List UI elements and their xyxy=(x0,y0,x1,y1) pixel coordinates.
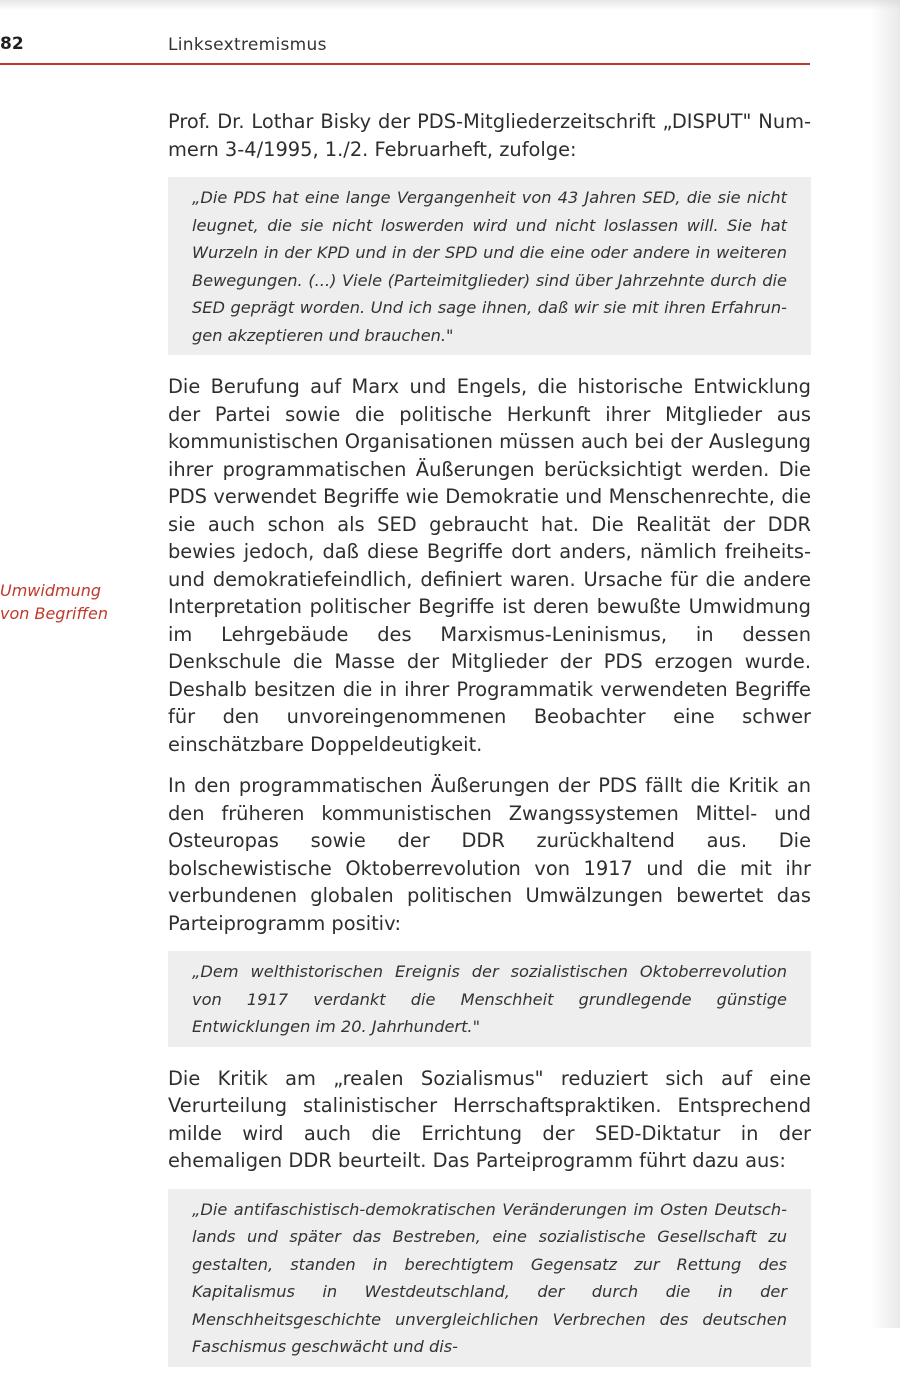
header-rule xyxy=(0,63,810,65)
block-quote: „Die antifaschistisch-demokratischen Veränderungen im Osten Deutschlands und später das Bestreben, eine sozialistische Gesellschaft zu gestalten, standen in berechtigtem Gegensatz zur Rettung des Kapitalismus in Westdeutschland, der durch die in der Menschheitsgeschichte unvergleichlichen Verbrechen des deutschen Faschismus geschwächt und dis- xyxy=(168,1189,811,1367)
paragraph: Die Berufung auf Marx und Engels, die historische Entwicklung der Partei sowie die politische Herkunft ihrer Mitglieder aus kommunistischen Organisationen müssen auch bei der Auslegung ihrer programmatischen Äußerungen berücksichtigt werden. Die PDS verwendet Begriffe wie Demokratie und Menschenrechte, die sie auch schon als SED gebraucht hat. Die Realität der DDR bewies jedoch, daß diese Begriffe dort anders, nämlich freiheits- und demokratiefeindlich, definiert waren. Ursache für die andere Interpretation politischer Begriffe ist deren bewußte Umwidmung im Lehrgebäude des Marxismus-Leninismus, in dessen Denkschule die Masse der Mitglieder der PDS erzogen wurde. Deshalb besitzen die in ihrer Programmatik verwendeten Begriffe für den unvoreingenommenen Beobachter eine schwer einschätzbare Doppeldeutigkeit. xyxy=(168,375,811,756)
page-number: 82 xyxy=(0,34,24,54)
block-quote: „Die PDS hat eine lange Vergangenheit von 43 Jahren SED, die sie nicht leugnet, die sie nicht loswerden wird und nicht loslassen will. Sie hat Wurzeln in der KPD und in der SPD und die eine oder andere in weiteren Bewegungen. (...) Viele (Parteimitglieder) sind über Jahrzehnte durch die SED geprägt worden. Und ich sage ihnen, daß wir sie mit ihren Erfahrungen akzeptieren und brauchen." xyxy=(168,177,811,355)
paragraph: Die Kritik am „realen Sozialismus" reduziert sich auf eine Verurteilung stalinistischer Herrschaftspraktiken. Entsprechend milde wird auch die Errichtung der SED-Diktatur in der ehemaligen DDR beurteilt. Das Parteiprogramm führt dazu aus: xyxy=(168,1066,811,1172)
page-top-shadow xyxy=(0,0,900,10)
running-head: Linksextremismus xyxy=(168,35,327,55)
margin-note-line: von Begriffen xyxy=(0,604,109,623)
page-edge-shadow xyxy=(870,0,900,1328)
block-quote: „Dem welthistorischen Ereignis der sozialistischen Oktoberrevolution von 1917 verdankt die Menschheit grundlegende günstige Entwicklungen im 20. Jahrhundert." xyxy=(168,951,811,1047)
margin-note xyxy=(0,579,118,625)
margin-note-line: Umwidmung xyxy=(0,581,102,600)
paragraph: In den programmatischen Äußerungen der PDS fällt die Kritik an den früheren kommunistischen Zwangssystemen Mittel- und Osteuropas sowie der DDR zurückhaltend aus. Die bolschewistische Oktoberrevolution von 1917 und die mit ihr verbundenen globalen politischen Umwälzungen bewertet das Parteiprogramm positiv: xyxy=(168,774,811,935)
main-text xyxy=(168,108,811,1385)
paragraph: Prof. Dr. Lothar Bisky der PDS-Mitgliederzeitschrift „DISPUT" Nummern 3-4/1995, 1./2. Februarheft, zufolge: xyxy=(168,110,811,161)
